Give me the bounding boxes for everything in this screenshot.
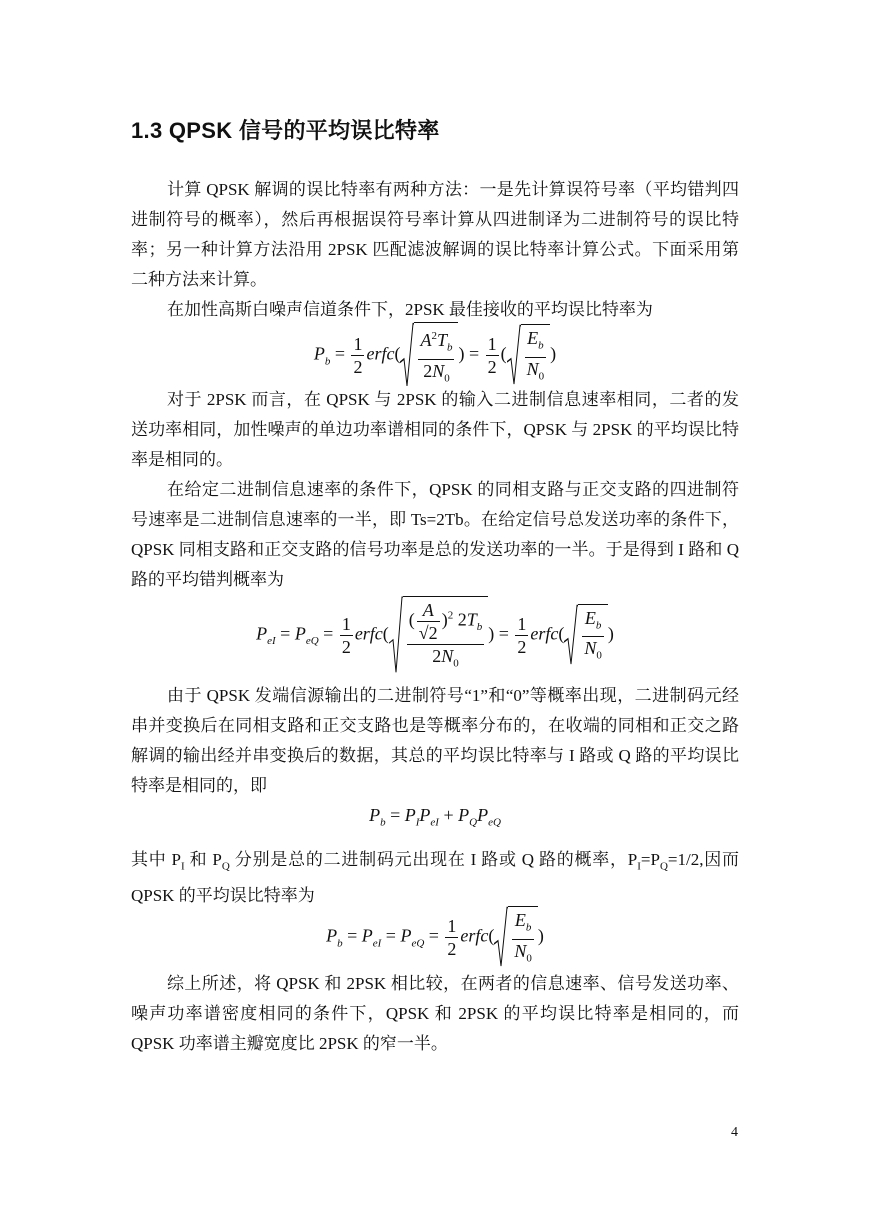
- paragraph-probabilities: 其中 $P_I$ 和 $P_Q$ 分别是总的二进制码元出现在 I 路或 Q 路的概率，$P_I=P_Q=1/2$,因而 QPSK 的平均误比特率为: [131, 850, 739, 906]
- paragraph-2psk-comparison: 对于 2PSK 而言，在 QPSK 与 2PSK 的输入二进制信息速率相同，二者的发送功率相同，加性噪声的单边功率谱相同的条件下，QPSK 与 2PSK 的平均误比特率是相同的。: [131, 390, 739, 469]
- equation-iq-error-prob: $P_{eI} = P_{eQ}$ = $\frac{1}{2}$ erfc( ( $\frac{A}{√2}$ )$^2$ $2T_b$ $2N_0$ ) = $\frac{1}{2}$ erfc( $\frac{E_b}{N_0}$ ): [131, 596, 739, 675]
- paragraph-conclusion: 综上所述，将 QPSK 和 2PSK 相比较，在两者的信息速率、信号发送功率、噪声功率谱密度相同的条件下，QPSK 和 2PSK 的平均误比特率是相同的，而 QPSK 功率谱主瓣宽度比 2PSK 的窄一半。: [131, 974, 739, 1053]
- page-number: 4: [731, 1125, 738, 1140]
- paragraph-methods: 计算 QPSK 解调的误比特率有两种方法：一是先计算误符号率（平均错判四进制符号的概率），然后再根据误符号率计算从四进制译为二进制符号的误比特率；另一种计算方法沿用 2PSK 匹配滤波解调的误比特率计算公式。下面采用第二种方法来计算。: [131, 180, 739, 289]
- equation-total-ber: $P_b = P_IP_{eI} + P_QP_{eQ}$: [369, 805, 501, 829]
- equation-2psk-ber: $P_b$ = $\frac{1}{2}$ erfc( $\frac{A^2T_b}{2N_0}$ ) = $\frac{1}{2}$ ( $\frac{E_b}{N_0}$ ): [131, 322, 739, 389]
- section-heading: 1.3 QPSK 信号的平均误比特率: [131, 118, 440, 143]
- paragraph-symbol-rate: 在给定二进制信息速率的条件下，QPSK 的同相支路与正交支路的四进制符号速率是二进制信息速率的一半，即 Ts=2Tb。在给定信号总发送功率的条件下，QPSK 同相支路和正交支路的信号功率是总的发送功率的一半。于是得到 I 路和 Q 路的平均错判概率为: [131, 480, 739, 589]
- paragraph-equiprobable: 由于 QPSK 发端信源输出的二进制符号“1”和“0”等概率出现，二进制码元经串并变换后在同相支路和正交支路也是等概率分布的，在收端的同相和正交之路解调的输出经并串变换后的数据，其总的平均误比特率与 I 路或 Q 路的平均误比特率是相同的，即: [131, 686, 739, 795]
- paragraph-2psk-intro: 在加性高斯白噪声信道条件下，2PSK 最佳接收的平均误比特率为: [167, 300, 653, 319]
- equation-qpsk-ber: $P_b = P_{eI} = P_{eQ}$ = $\frac{1}{2}$ erfc( $\frac{E_b}{N_0}$ ): [131, 906, 739, 969]
